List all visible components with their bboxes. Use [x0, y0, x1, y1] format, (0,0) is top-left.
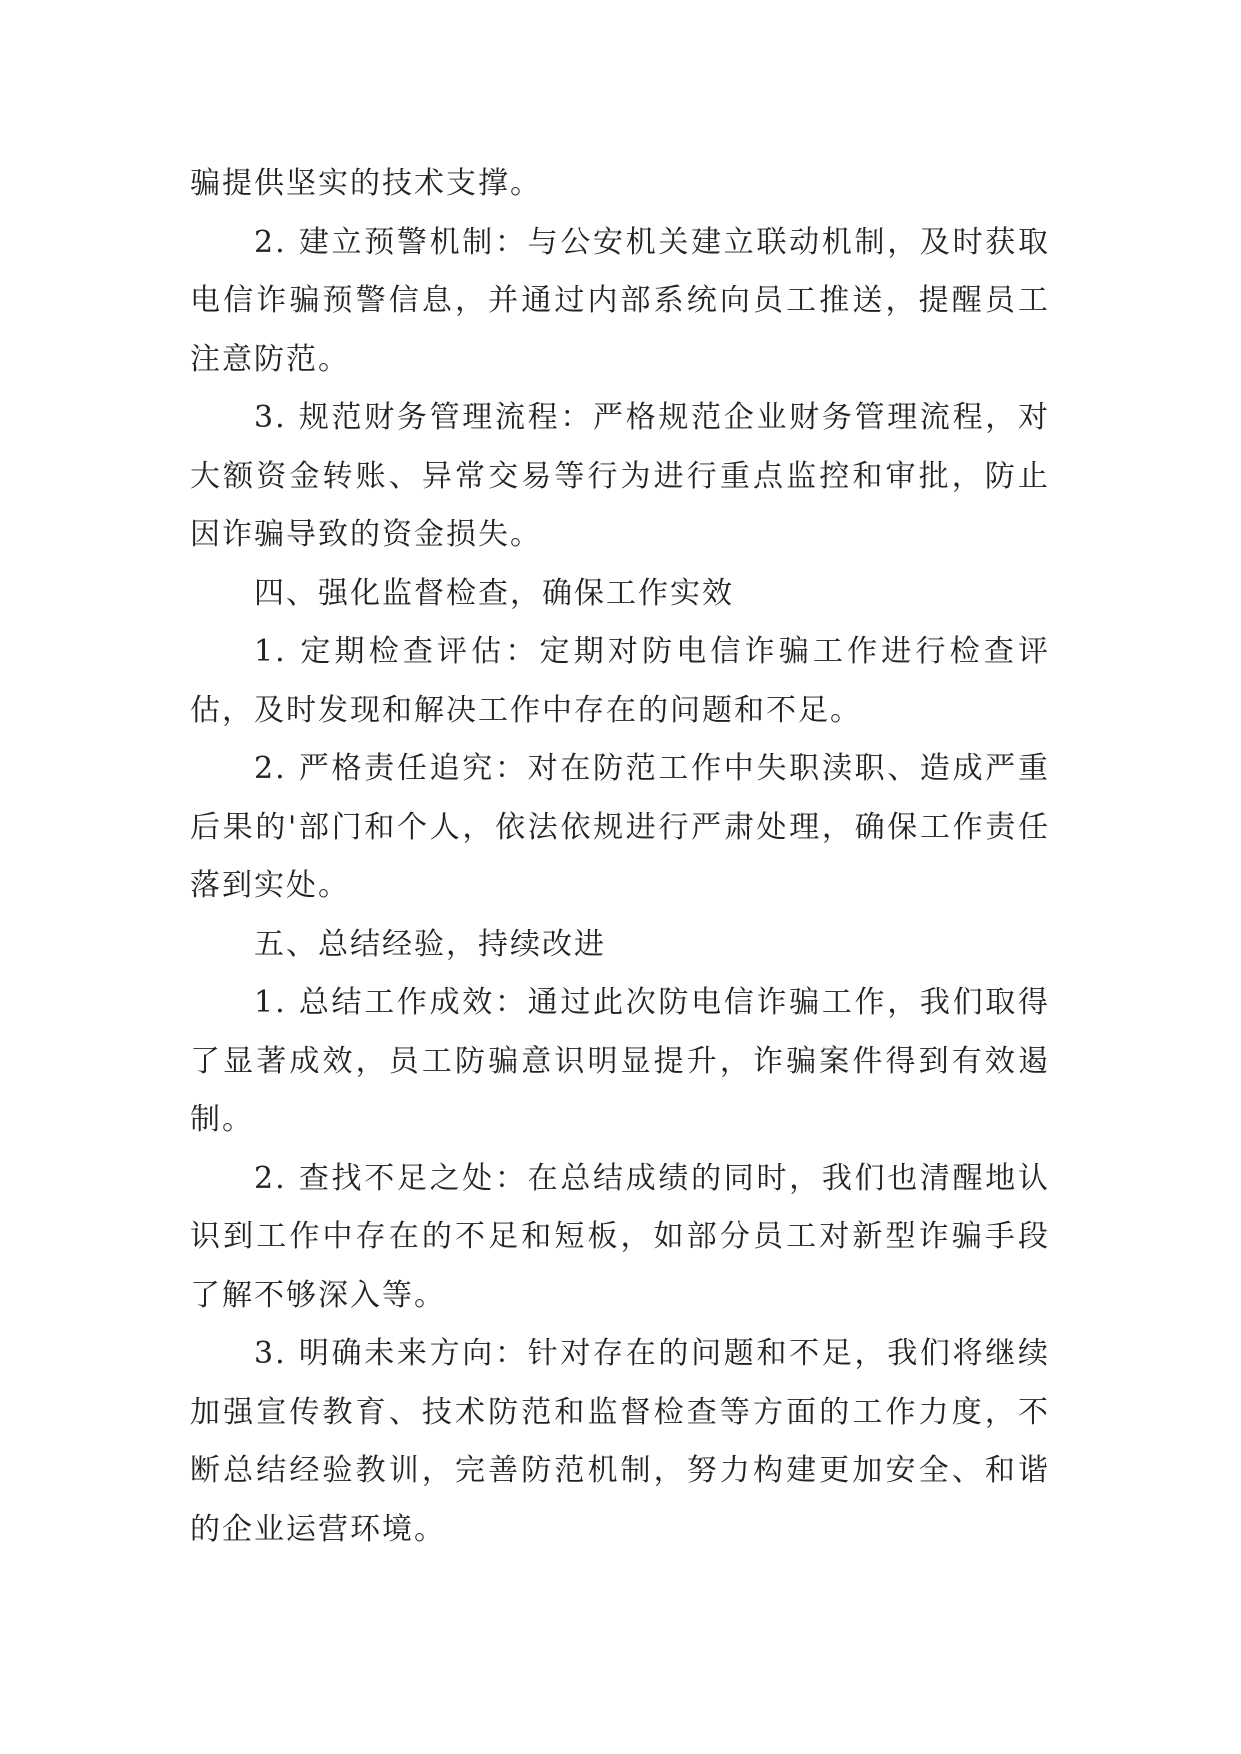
paragraph-3: 3. 规范财务管理流程：严格规范企业财务管理流程，对大额资金转账、异常交易等行为进行重点监控和审批，防止因诈骗导致的资金损失。: [190, 400, 1050, 552]
section-heading-5: 五、总结经验，持续改进: [254, 926, 606, 962]
paragraph-6: 2. 严格责任追究：对在防范工作中失职渎职、造成严重后果的'部门和个人，依法依规进行严肃处理，确保工作责任落到实处。: [190, 751, 1050, 903]
paragraph-9: 2. 查找不足之处：在总结成绩的同时，我们也清醒地认识到工作中存在的不足和短板，如部分员工对新型诈骗手段了解不够深入等。: [190, 1160, 1050, 1313]
paragraph-2: 2. 建立预警机制：与公安机关建立联动机制，及时获取电信诈骗预警信息，并通过内部系统向员工推送，提醒员工注意防范。: [190, 224, 1050, 377]
paragraph-8: 1. 总结工作成效：通过此次防电信诈骗工作，我们取得了显著成效，员工防骗意识明显提升，诈骗案件得到有效遏制。: [190, 985, 1050, 1137]
paragraph-1: 骗提供坚实的技术支撑。: [190, 166, 542, 201]
section-heading-4: 四、强化监督检查，确保工作实效: [254, 575, 734, 611]
paragraph-5: 1. 定期检查评估：定期对防电信诈骗工作进行检查评估，及时发现和解决工作中存在的问题和不足。: [190, 634, 1050, 728]
paragraph-10: 3. 明确未来方向：针对存在的问题和不足，我们将继续加强宣传教育、技术防范和监督检查等方面的工作力度，不断总结经验教训，完善防范机制，努力构建更加安全、和谐的企业运营环境。: [190, 1336, 1050, 1547]
document-body: [190, 155, 1050, 1559]
